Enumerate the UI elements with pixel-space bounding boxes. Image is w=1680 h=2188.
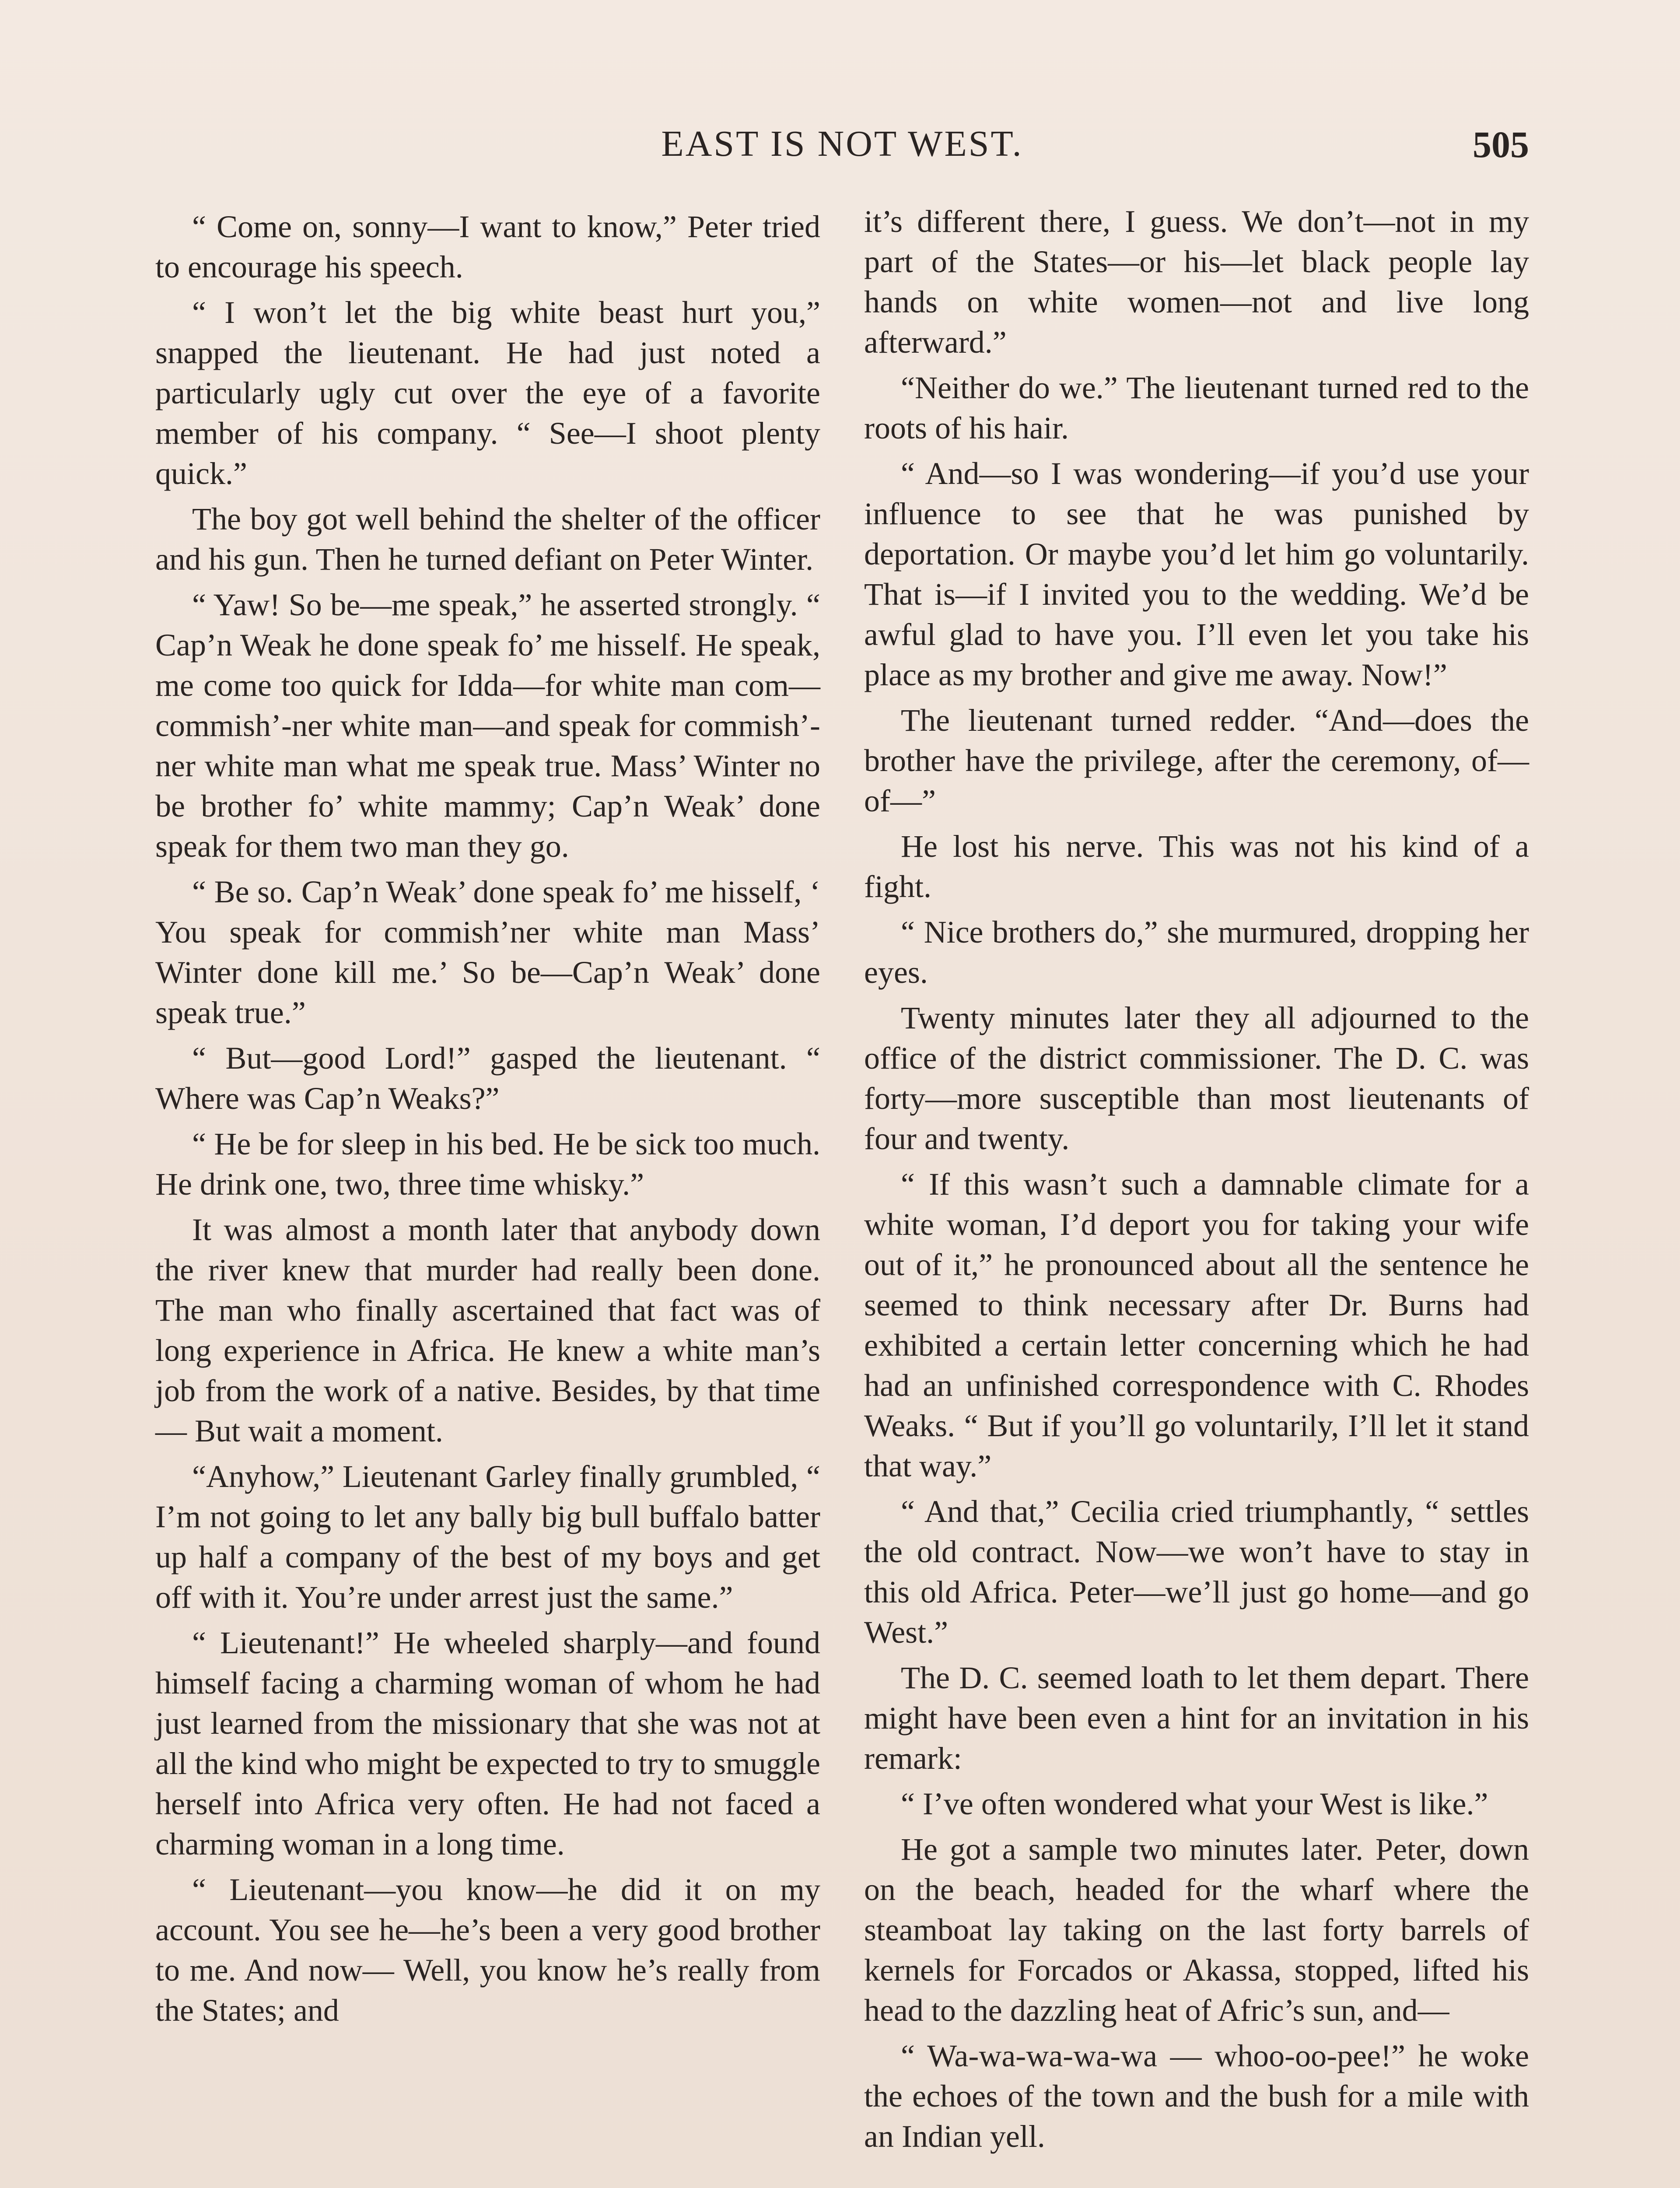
text-columns bbox=[155, 201, 1529, 2188]
paragraph: “ Lieutenant—you know—he did it on my account. You see he—he’s been a very good brother to me. And now— Well, you know he’s really from the States; and bbox=[155, 1872, 820, 2028]
paragraph: “ He be for sleep in his bed. He be sick too much. He drink one, two, three time whisky.” bbox=[155, 1126, 820, 1202]
paragraph: “ But—good Lord!” gasped the lieutenant. “ Where was Cap’n Weaks?” bbox=[155, 1041, 820, 1116]
paragraph: “ Be so. Cap’n Weak’ done speak fo’ me hisself, ‘ You speak for commish’ner white man Mass’ Winter done kill me.’ So be—Cap’n Weak’ done speak true.” bbox=[155, 874, 820, 1030]
paragraph: “ And that,” Cecilia cried triumphantly, “ settles the old contract. Now—we won’t have to stay in this old Africa. Peter—we’ll just go home—and go West.” bbox=[864, 1494, 1529, 1650]
paragraph: “ Wa-wa-wa-wa-wa — whoo-oo-pee!” he woke the echoes of the town and the bush for a mile with an Indian yell. bbox=[864, 2038, 1529, 2154]
paragraph: He got a sample two minutes later. Peter, down on the beach, headed for the wharf where the steamboat lay taking on the last forty barrels of kernels for Forcados or Akassa, stopped, lifted his head to the dazzling heat of Afric’s sun, and— bbox=[864, 1832, 1529, 2028]
paragraph: The D. C. seemed loath to let them depart. There might have been even a hint for an invitation in his remark: bbox=[864, 1660, 1529, 1776]
paragraph: The lieutenant turned redder. “And—does the brother have the privilege, after the ceremony, of—of—” bbox=[864, 703, 1529, 818]
paragraph: “ Come on, sonny—I want to know,” Peter tried to encourage his speech. bbox=[155, 209, 820, 284]
paragraph: “ If this wasn’t such a damnable climate for a white woman, I’d deport you for taking your wife out of it,” he pronounced about all the sentence he seemed to think necessary after Dr. Burns had exhibited a certain letter concerning which he had had an unfinished correspondence with C. Rhodes Weaks. “ But if you’ll go voluntarily, I’ll let it stand that way.” bbox=[864, 1167, 1529, 1483]
paragraph: He lost his nerve. This was not his kind of a fight. bbox=[864, 829, 1529, 904]
paragraph: “ And—so I was wondering—if you’d use your influence to see that he was punished by deportation. Or maybe you’d let him go voluntarily. That is—if I invited you to the wedding. We’d be awful glad to have you. I’ll even let you take his place as my brother and give me away. Now!” bbox=[864, 456, 1529, 692]
paragraph: “ I won’t let the big white beast hurt you,” snapped the lieutenant. He had just noted a particularly ugly cut over the eye of a favorite member of his company. “ See—I shoot plenty quick.” bbox=[155, 295, 820, 491]
running-head bbox=[155, 123, 1529, 175]
paragraph: “Anyhow,” Lieutenant Garley finally grumbled, “ I’m not going to let any bally big bull buffalo batter up half a company of the best of my boys and get off with it. You’re under arrest just the same.” bbox=[155, 1459, 820, 1615]
paragraph: “ I’ve often wondered what your West is like.” bbox=[901, 1786, 1488, 1821]
paragraph: It was almost a month later that anybody down the river knew that murder had really been done. The man who finally ascertained that fact was of long experience in Africa. He knew a white man’s job from the work of a native. Besides, by that time— But wait a moment. bbox=[155, 1212, 820, 1448]
paragraph: The boy got well behind the shelter of the officer and his gun. Then he turned defiant on Peter Winter. bbox=[155, 501, 820, 577]
page-number: 505 bbox=[1473, 123, 1529, 165]
paragraph: “ Nice brothers do,” she murmured, dropping her eyes. bbox=[864, 915, 1529, 990]
running-title: EAST IS NOT WEST. bbox=[661, 123, 1023, 164]
paragraph: Twenty minutes later they all adjourned to the office of the district commissioner. The D. C. was forty—more susceptible than most lieutenants of four and twenty. bbox=[864, 1000, 1529, 1156]
paragraph: “ Yaw! So be—me speak,” he asserted strongly. “ Cap’n Weak he done speak fo’ me hisself. He speak, me come too quick for Idda—for white man com—commish’-ner white man—and speak for commish’-ner white man what me speak true. Mass’ Winter no be brother fo’ white mammy; Cap’n Weak’ done speak for them two man they go. bbox=[155, 587, 820, 864]
left-column bbox=[155, 201, 820, 2188]
paragraph: “ Lieutenant!” He wheeled sharply—and found himself facing a charming woman of whom he had just learned from the missionary that she was not at all the kind who might be expected to try to smuggle herself into Africa very often. He had not faced a charming woman in a long time. bbox=[155, 1625, 820, 1862]
paragraph: “Neither do we.” The lieutenant turned red to the roots of his hair. bbox=[864, 370, 1529, 445]
right-column bbox=[864, 201, 1529, 2188]
paragraph-continued: it’s different there, I guess. We don’t—not in my part of the States—or his—let black people lay hands on white women—not and live long afterward.” bbox=[864, 204, 1529, 360]
